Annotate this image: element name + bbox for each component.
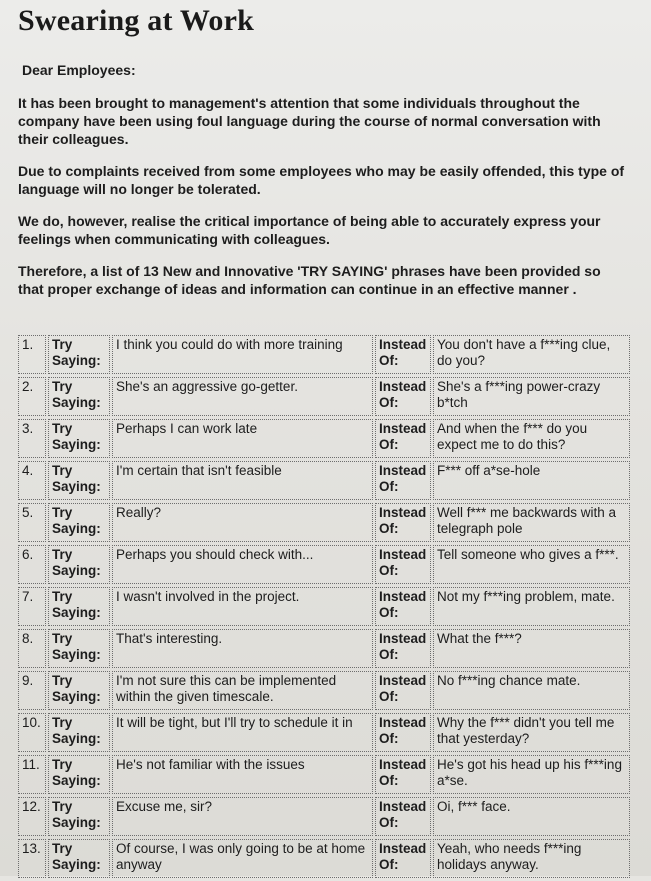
phrase-number: 1. [18, 335, 46, 374]
try-saying-text: I'm certain that isn't feasible [112, 461, 373, 500]
try-saying-label: Try Saying: [48, 713, 110, 752]
phrase-row [18, 713, 630, 752]
paragraph-list-intro: Therefore, a list of 13 New and Innovative 'TRY SAYING' phrases have been provided so that proper exchange of ideas and information can continue in an effective manner . [18, 263, 601, 297]
phrase-row [18, 671, 630, 710]
instead-of-label: Instead Of: [375, 503, 431, 542]
try-saying-text: Excuse me, sir? [112, 797, 373, 836]
phrase-number: 4. [18, 461, 46, 500]
instead-of-text: Oi, f*** face. [433, 797, 630, 836]
instead-of-label: Instead Of: [375, 419, 431, 458]
try-saying-text: I'm not sure this can be implemented within the given timescale. [112, 671, 373, 710]
try-saying-label: Try Saying: [48, 839, 110, 878]
try-saying-text: That's interesting. [112, 629, 373, 668]
instead-of-text: Yeah, who needs f***ing holidays anyway. [433, 839, 630, 878]
try-saying-label: Try Saying: [48, 671, 110, 710]
try-saying-label: Try Saying: [48, 377, 110, 416]
instead-of-text: She's a f***ing power-crazy b*tch [433, 377, 630, 416]
paragraph-intro: It has been brought to management's attention that some individuals throughout the company have been using foul language during the course of normal conversation with their colleagues. [18, 95, 601, 147]
phrase-row [18, 377, 630, 416]
try-saying-text: It will be tight, but I'll try to schedule it in [112, 713, 373, 752]
phrase-number: 3. [18, 419, 46, 458]
instead-of-text: He's got his head up his f***ing a*se. [433, 755, 630, 794]
try-saying-text: Perhaps you should check with... [112, 545, 373, 584]
instead-of-text: F*** off a*se-hole [433, 461, 630, 500]
try-saying-label: Try Saying: [48, 503, 110, 542]
instead-of-text: And when the f*** do you expect me to do this? [433, 419, 630, 458]
instead-of-label: Instead Of: [375, 545, 431, 584]
instead-of-label: Instead Of: [375, 797, 431, 836]
try-saying-text: He's not familiar with the issues [112, 755, 373, 794]
page-title: Swearing at Work [18, 4, 254, 37]
paragraph-feelings: We do, however, realise the critical importance of being able to accurately express your feelings when communicating with colleagues. [18, 213, 601, 247]
try-saying-text: Perhaps I can work late [112, 419, 373, 458]
phrase-row [18, 335, 630, 374]
phrase-number: 2. [18, 377, 46, 416]
phrase-row [18, 587, 630, 626]
instead-of-text: Tell someone who gives a f***. [433, 545, 630, 584]
instead-of-label: Instead Of: [375, 335, 431, 374]
try-saying-label: Try Saying: [48, 545, 110, 584]
phrase-number: 9. [18, 671, 46, 710]
phrase-number: 5. [18, 503, 46, 542]
try-saying-label: Try Saying: [48, 797, 110, 836]
phrase-row [18, 419, 630, 458]
phrases-table [16, 332, 632, 881]
try-saying-label: Try Saying: [48, 629, 110, 668]
phrase-row [18, 839, 630, 878]
try-saying-label: Try Saying: [48, 461, 110, 500]
try-saying-text: Really? [112, 503, 373, 542]
phrase-number: 13. [18, 839, 46, 878]
instead-of-text: You don't have a f***ing clue, do you? [433, 335, 630, 374]
instead-of-label: Instead Of: [375, 671, 431, 710]
instead-of-label: Instead Of: [375, 629, 431, 668]
phrase-number: 8. [18, 629, 46, 668]
instead-of-label: Instead Of: [375, 587, 431, 626]
greeting: Dear Employees: [22, 62, 136, 78]
instead-of-label: Instead Of: [375, 377, 431, 416]
phrase-number: 10. [18, 713, 46, 752]
try-saying-label: Try Saying: [48, 419, 110, 458]
try-saying-text: I think you could do with more training [112, 335, 373, 374]
phrase-row [18, 797, 630, 836]
phrase-row [18, 503, 630, 542]
phrase-row [18, 461, 630, 500]
instead-of-text: No f***ing chance mate. [433, 671, 630, 710]
phrase-number: 7. [18, 587, 46, 626]
instead-of-text: Not my f***ing problem, mate. [433, 587, 630, 626]
try-saying-label: Try Saying: [48, 587, 110, 626]
phrase-number: 12. [18, 797, 46, 836]
paragraph-complaints: Due to complaints received from some employees who may be easily offended, this type of language will no longer be tolerated. [18, 163, 625, 197]
try-saying-text: I wasn't involved in the project. [112, 587, 373, 626]
phrase-number: 6. [18, 545, 46, 584]
try-saying-text: She's an aggressive go-getter. [112, 377, 373, 416]
phrase-row [18, 629, 630, 668]
try-saying-label: Try Saying: [48, 755, 110, 794]
instead-of-label: Instead Of: [375, 839, 431, 878]
phrase-row [18, 755, 630, 794]
instead-of-text: Well f*** me backwards with a telegraph pole [433, 503, 630, 542]
try-saying-text: Of course, I was only going to be at home anyway [112, 839, 373, 878]
phrase-row [18, 545, 630, 584]
try-saying-label: Try Saying: [48, 335, 110, 374]
instead-of-label: Instead Of: [375, 755, 431, 794]
instead-of-text: What the f***? [433, 629, 630, 668]
instead-of-text: Why the f*** didn't you tell me that yesterday? [433, 713, 630, 752]
instead-of-label: Instead Of: [375, 461, 431, 500]
instead-of-label: Instead Of: [375, 713, 431, 752]
phrase-number: 11. [18, 755, 46, 794]
